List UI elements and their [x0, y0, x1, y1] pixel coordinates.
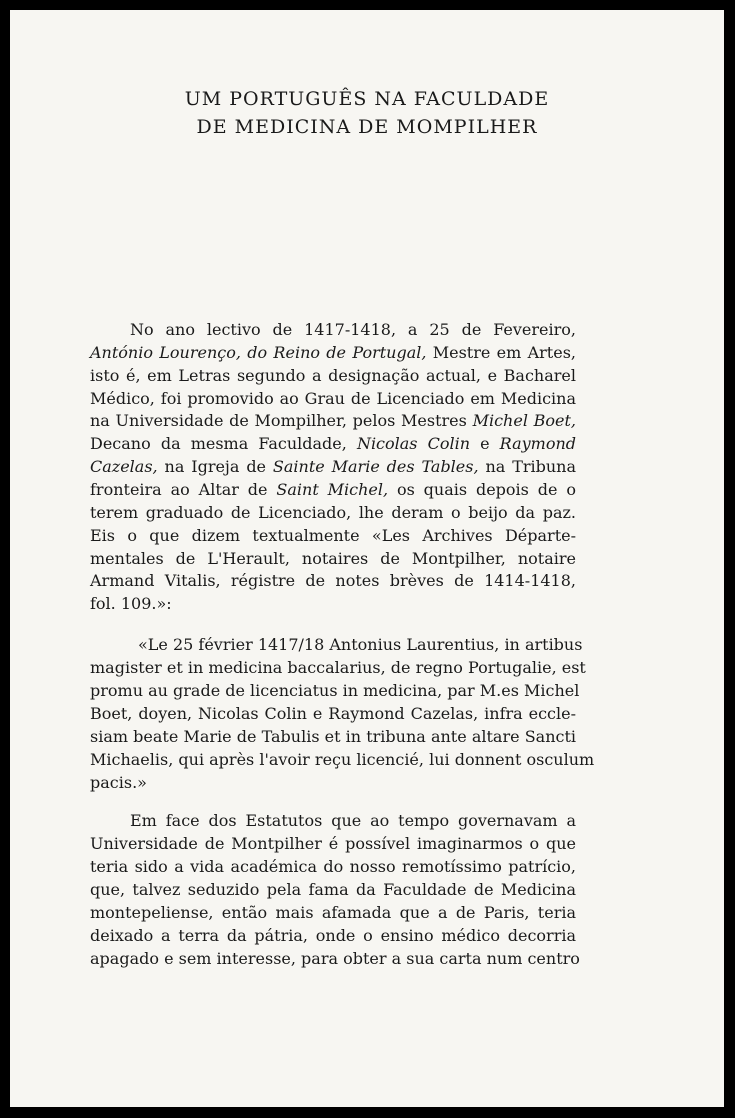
paragraph-3-line: Universidade de Montpilher é possível imaginarmos o que — [90, 834, 576, 853]
paragraph-1-line: Decano da mesma Faculdade, Nicolas Colin e Raymond — [90, 434, 576, 453]
quotation-line: magister et in medicina baccalarius, de regno Portugalie, est — [90, 658, 586, 677]
paragraph-1-line: Médico, foi promovido ao Grau de Licenciado em Medicina — [90, 389, 576, 408]
quotation-line: Michaelis, qui après l'avoir reçu licencié, lui donnent osculum — [90, 750, 595, 769]
quotation-line: pacis.» — [90, 773, 147, 792]
paragraph-3-line: apagado e sem interesse, para obter a sua carta num centro — [90, 949, 580, 968]
page-title-line-1: UM PORTUGUÊS NA FACULDADE — [184, 88, 550, 110]
paragraph-1-line: Eis o que dizem textualmente «Les Archives Départe- — [90, 526, 576, 545]
paragraph-1-line: na Universidade de Mompilher, pelos Mestres Michel Boet, — [90, 411, 577, 430]
paragraph-1-line: Cazelas, na Igreja de Sainte Marie des Tables, na Tribuna — [90, 457, 577, 476]
paragraph-1-line: terem graduado de Licenciado, lhe deram o beijo da paz. — [90, 503, 576, 522]
paragraph-3-line: montepeliense, então mais afamada que a de Paris, teria — [90, 903, 576, 922]
quotation-line: promu au grade de licenciatus in medicina, par M.es Michel — [90, 681, 580, 700]
paragraph-1-line: fol. 109.»: — [90, 594, 172, 613]
paragraph-3-line: Em face dos Estatutos que ao tempo governavam a — [130, 811, 576, 830]
paragraph-3-line: que, talvez seduzido pela fama da Faculdade de Medicina — [90, 880, 576, 899]
quotation-line: siam beate Marie de Tabulis et in tribuna ante altare Sancti — [90, 727, 576, 746]
page-title-line-2: DE MEDICINA DE MOMPILHER — [196, 116, 538, 138]
quotation-line: «Le 25 février 1417/18 Antonius Laurentius, in artibus — [138, 635, 583, 654]
paragraph-1-line: isto é, em Letras segundo a designação actual, e Bacharel — [90, 366, 576, 385]
paragraph-1-line: mentales de L'Herault, notaires de Montpilher, notaire — [90, 549, 576, 568]
paragraph-1-line: fronteira ao Altar de Saint Michel, os quais depois de o — [90, 480, 576, 499]
paragraph-3-line: deixado a terra da pátria, onde o ensino médico decorria — [90, 926, 576, 945]
paragraph-3-line: teria sido a vida académica do nosso remotíssimo patrício, — [90, 857, 576, 876]
paragraph-1-line: Armand Vitalis, régistre de notes brèves de 1414-1418, — [90, 571, 576, 590]
paragraph-1-line: No ano lectivo de 1417-1418, a 25 de Fevereiro, — [130, 320, 576, 339]
paragraph-1-line: António Lourenço, do Reino de Portugal, Mestre em Artes, — [90, 343, 576, 362]
quotation-line: Boet, doyen, Nicolas Colin e Raymond Cazelas, infra eccle- — [90, 704, 576, 723]
document-page — [10, 10, 724, 1107]
